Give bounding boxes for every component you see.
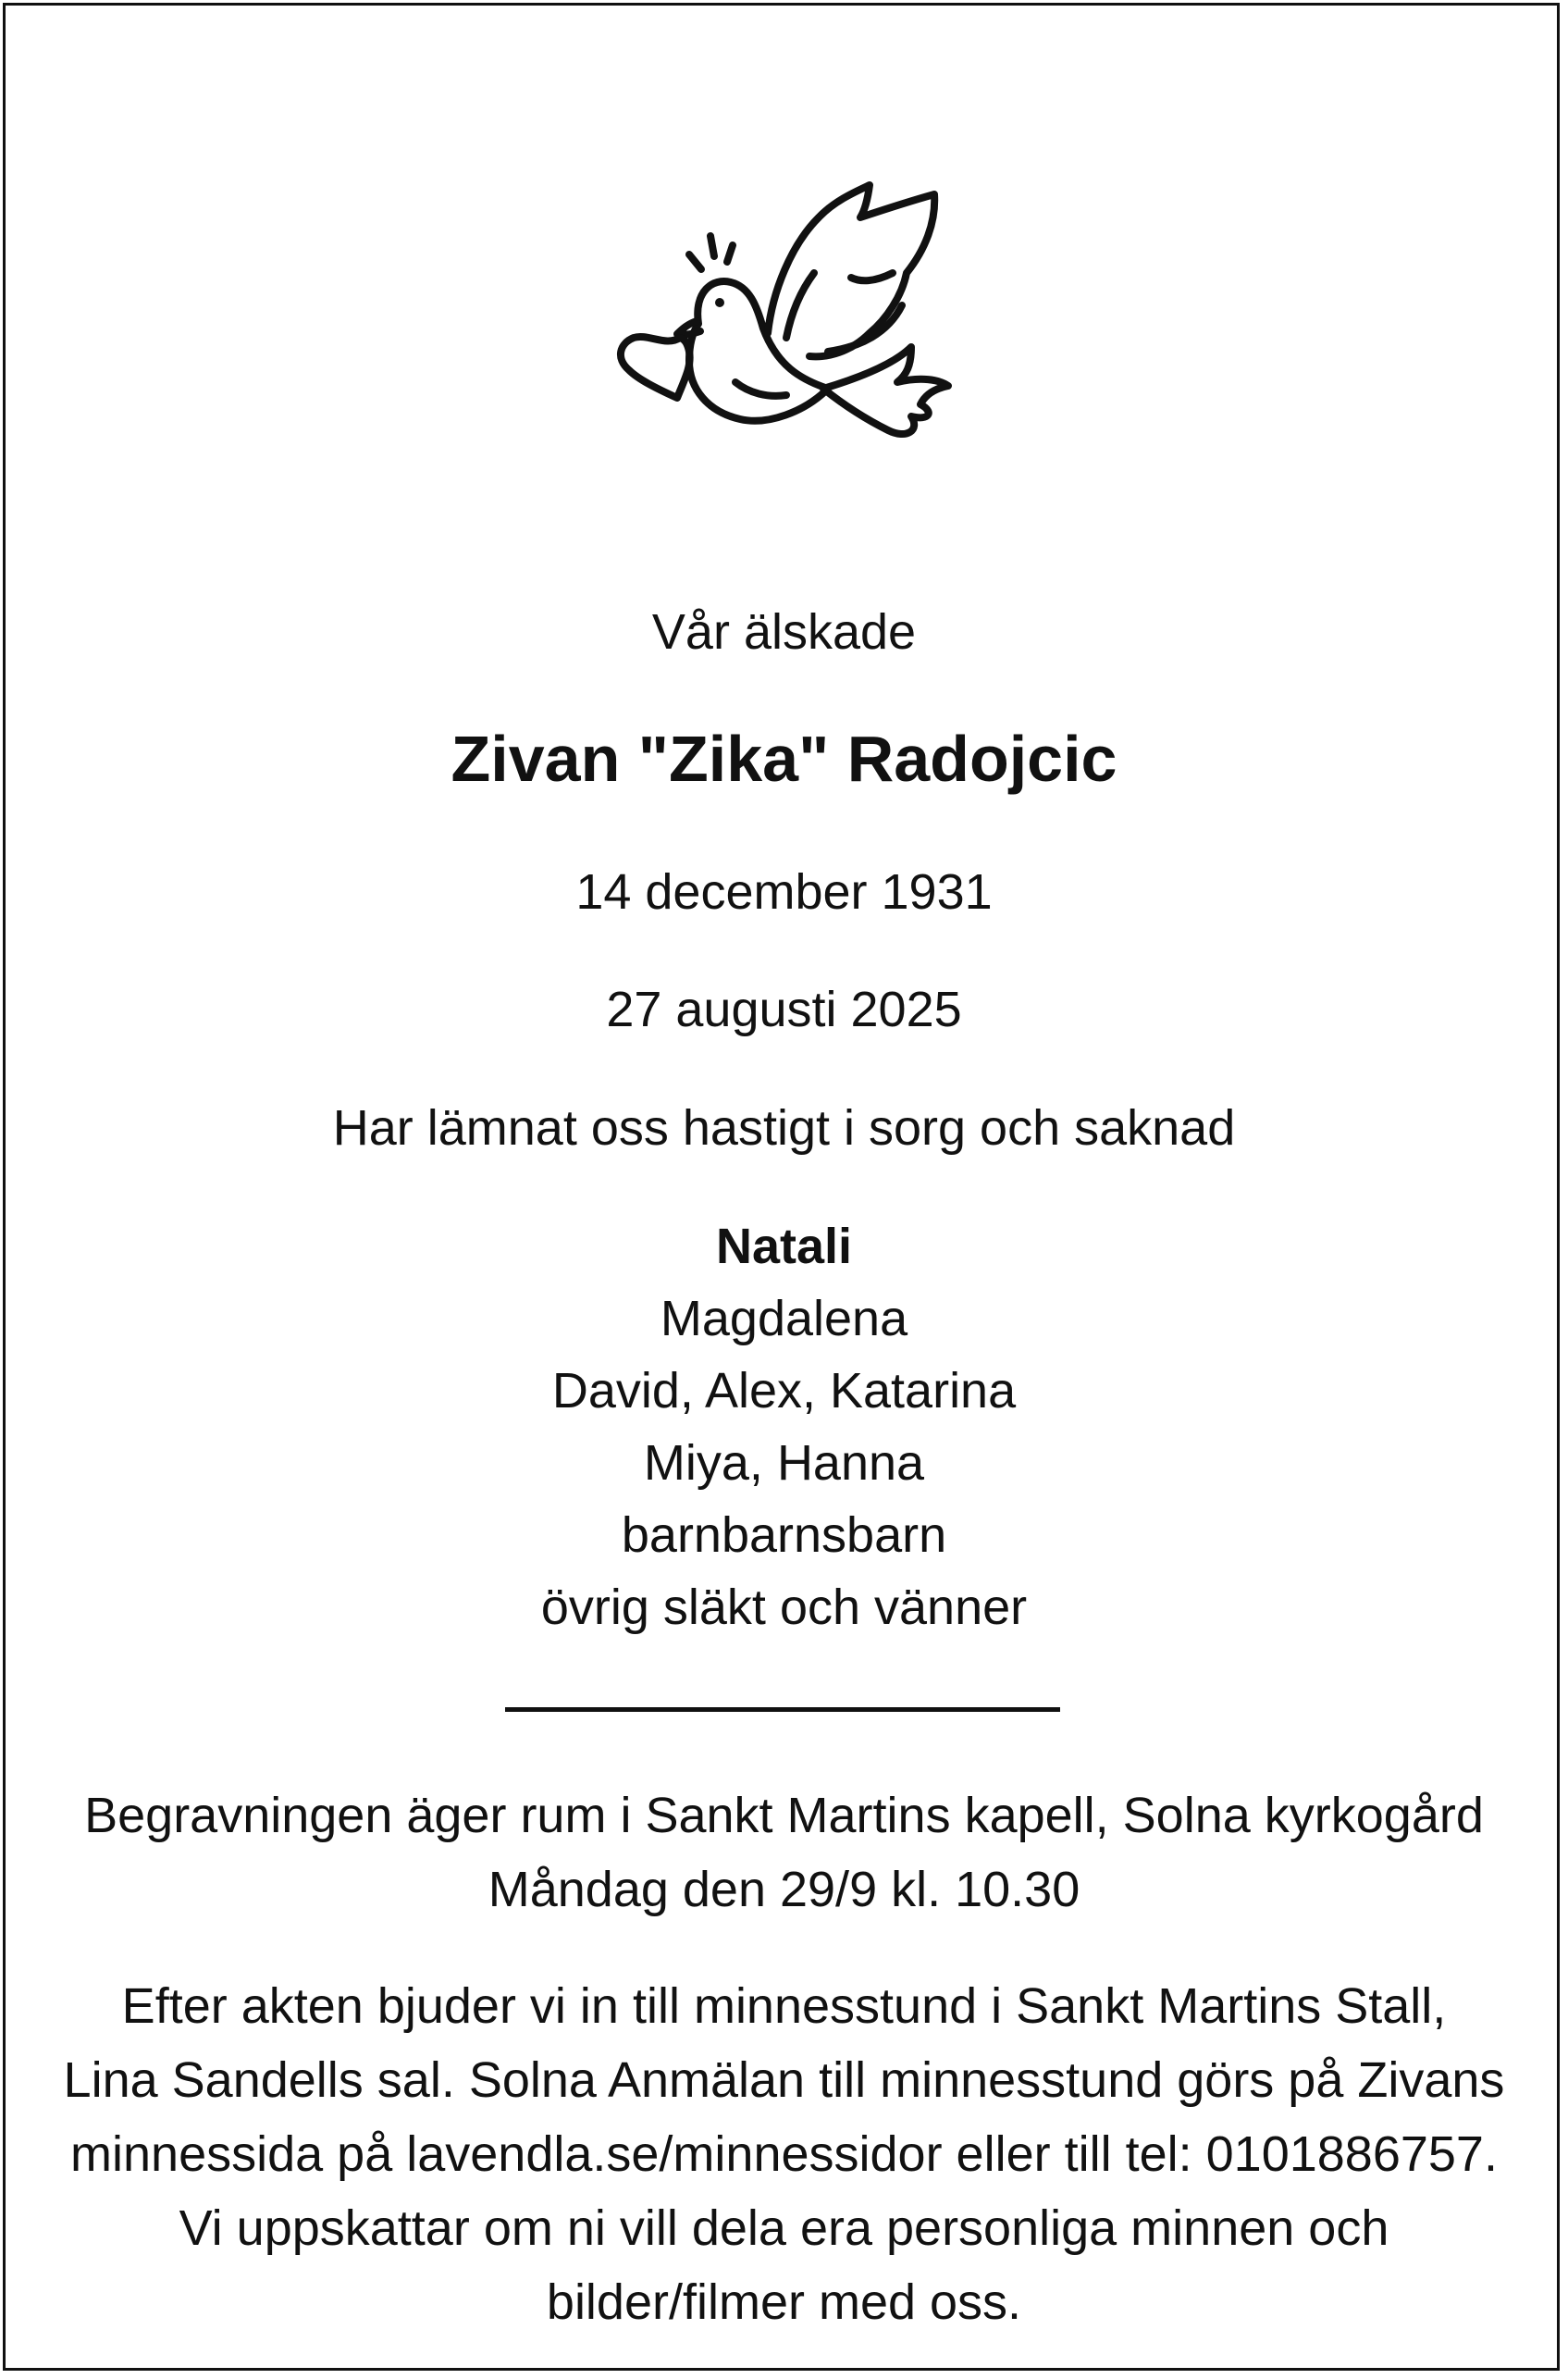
reception-line: minnessida på lavendla.se/minnessidor eller till tel: 0101886757. xyxy=(70,2126,1498,2182)
reception-line: Lina Sandells sal. Solna Anmälan till minnesstund görs på Zivans xyxy=(63,2052,1505,2108)
dove-with-heart-icon xyxy=(592,143,962,467)
section-divider xyxy=(505,1707,1060,1712)
deceased-name: Zivan "Zika" Radojcic xyxy=(451,723,1117,795)
mourner-name: David, Alex, Katarina xyxy=(551,1363,1017,1419)
mourners-list xyxy=(0,1210,1568,1643)
mourner-name: Magdalena xyxy=(660,1291,908,1346)
birth-date: 14 december 1931 xyxy=(575,864,993,920)
mourner-name: barnbarnsbarn xyxy=(621,1507,947,1563)
funeral-line: Begravningen äger rum i Sankt Martins kapell, Solna kyrkogård xyxy=(84,1788,1484,1843)
funeral-line: Måndag den 29/9 kl. 10.30 xyxy=(488,1862,1080,1917)
funeral-info xyxy=(0,1778,1568,1927)
mourning-message: Har lämnat oss hastigt i sorg och saknad xyxy=(332,1100,1236,1156)
intro-text: Vår älskade xyxy=(651,604,917,660)
mourner-name: övrig släkt och vänner xyxy=(540,1580,1028,1635)
reception-line: bilder/filmer med oss. xyxy=(546,2274,1022,2330)
reception-line: Vi uppskattar om ni vill dela era personliga minnen och xyxy=(179,2200,1389,2256)
reception-info xyxy=(0,1969,1568,2339)
reception-line: Efter akten bjuder vi in till minnesstund i Sankt Martins Stall, xyxy=(121,1978,1447,2034)
death-date: 27 augusti 2025 xyxy=(606,982,962,1037)
mourner-name: Miya, Hanna xyxy=(643,1435,925,1491)
mourner-name: Natali xyxy=(715,1219,853,1274)
